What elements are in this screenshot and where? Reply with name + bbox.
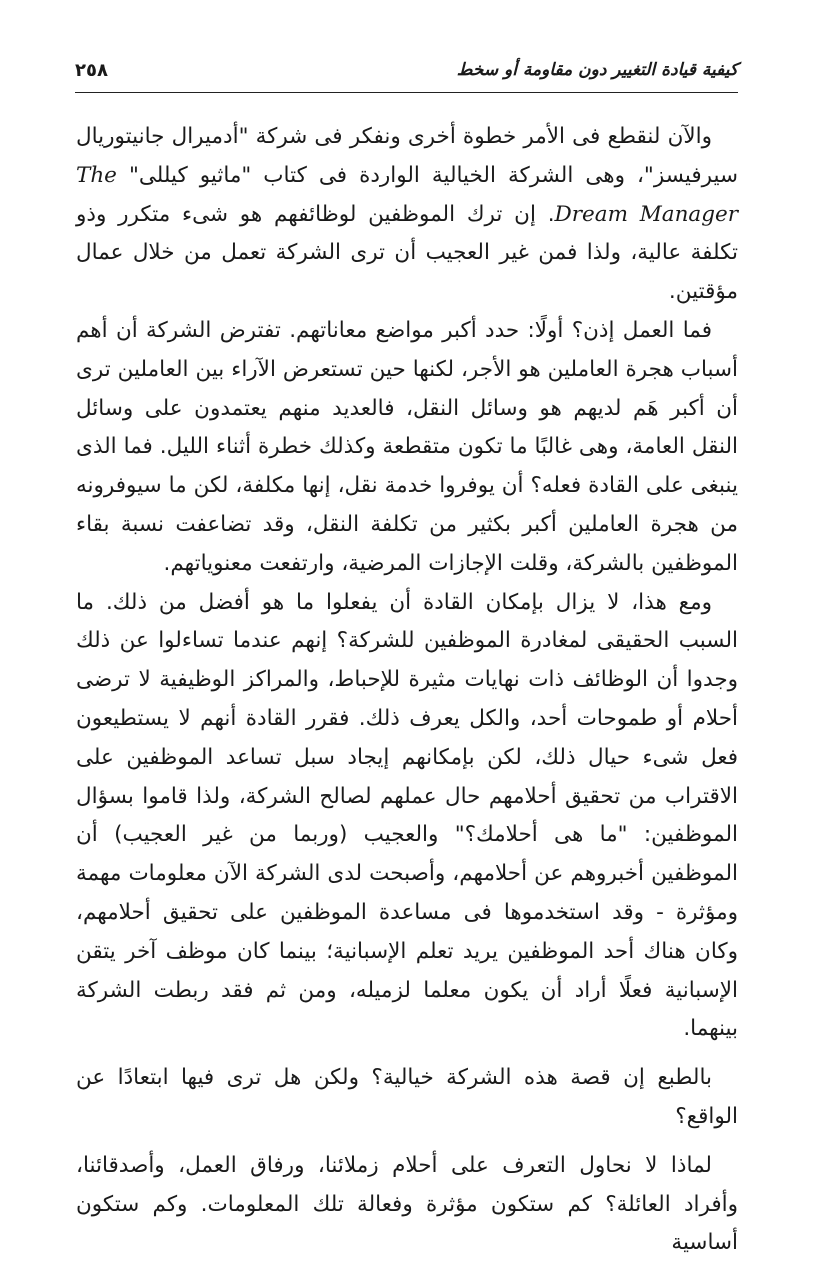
paragraph-3: ومع هذا، لا يزال بإمكان القادة أن يفعلوا ما هو أفضل من ذلك. ما السبب الحقيقى لمغادرة الموظفين للشركة؟ إنهم عندما تساءلوا عن ذلك وجدوا أن الوظائف ذات نهايات مثيرة للإحباط، والمراكز الوظيفية لا ترضى أحلام أو طموحات أحد، والكل يعرف ذلك. فقرر القادة أنهم لا يستطيعون فعل شىء حيال ذلك، لكن بإمكانهم إيجاد سبل تساعد الموظفين على الاقتراب من تحقيق أحلامهم حال عملهم لصالح الشركة، ولذا قاموا بسؤال الموظفين: "ما هى أحلامك؟" والعجيب (وربما من غير العجيب) أن الموظفين أخبروهم عن أحلامهم، وأصبحت لدى الشركة الآن معلومات مهمة ومؤثرة - وقد استخدموها فى مساعدة الموظفين على تحقيق أحلامهم، وكان هناك أحد الموظفين يريد تعلم الإسبانية؛ بينما كان موظف آخر يتقن الإسبانية فعلًا أراد أن يكون معلما لزميله، ومن ثم فقد ربطت الشركة بينهما. (76, 589, 738, 1042)
paragraph-1-text-b: . إن ترك الموظفين لوظائفهم هو شىء متكرر وذو تكلفة عالية، ولذا فمن غير العجيب أن ترى الشركة تعمل من خلال عمال مؤقتين. (76, 201, 738, 305)
book-title-latin: The Dream Manager (76, 162, 739, 227)
page-number: ٢٥٨ (75, 60, 108, 81)
running-header (75, 58, 738, 93)
paragraph-5: لماذا لا نحاول التعرف على أحلام زملائنا، ورفاق العمل، وأصدقائنا، وأفراد العائلة؟ كم ستكون مؤثرة وفعالة تلك المعلومات. وكم ستكون أساسية (76, 1152, 738, 1256)
paragraph-2: فما العمل إذن؟ أولًا: حدد أكبر مواضع معاناتهم. تفترض الشركة أن أهم أسباب هجرة العاملين هو الأجر، لكنها حين تستعرض الآراء بين العاملين ترى أن أكبر هَم لديهم هو وسائل النقل، فالعديد منهم يعتمدون على وسائل النقل العامة، وهى غالبًا ما تكون متقطعة وكذلك خطرة أثناء الليل. فما الذى ينبغى على القادة فعله؟ أن يوفروا خدمة نقل، إنها مكلفة، لكن ما سيوفرونه من هجرة العاملين أكبر بكثير من تكلفة النقل، وقد تضاعفت نسبة بقاء الموظفين بالشركة، وقلت الإجازات المرضية، وارتفعت معنوياتهم. (76, 317, 738, 576)
paragraph-1 (76, 118, 738, 312)
paragraph-4: بالطبع إن قصة هذه الشركة خيالية؟ ولكن هل ترى فيها ابتعادًا عن الواقع؟ (76, 1065, 738, 1129)
body-text (76, 118, 738, 1263)
header-title: كيفية قيادة التغيير دون مقاومة أو سخط (456, 60, 738, 80)
paragraph-1-text-a: والآن لنقطع فى الأمر خطوة أخرى ونفكر فى شركة "أدميرال جانيتوريال سيرفيسز"، وهى الشركة الخيالية الواردة فى كتاب "ماثيو كيللى" (76, 124, 738, 188)
